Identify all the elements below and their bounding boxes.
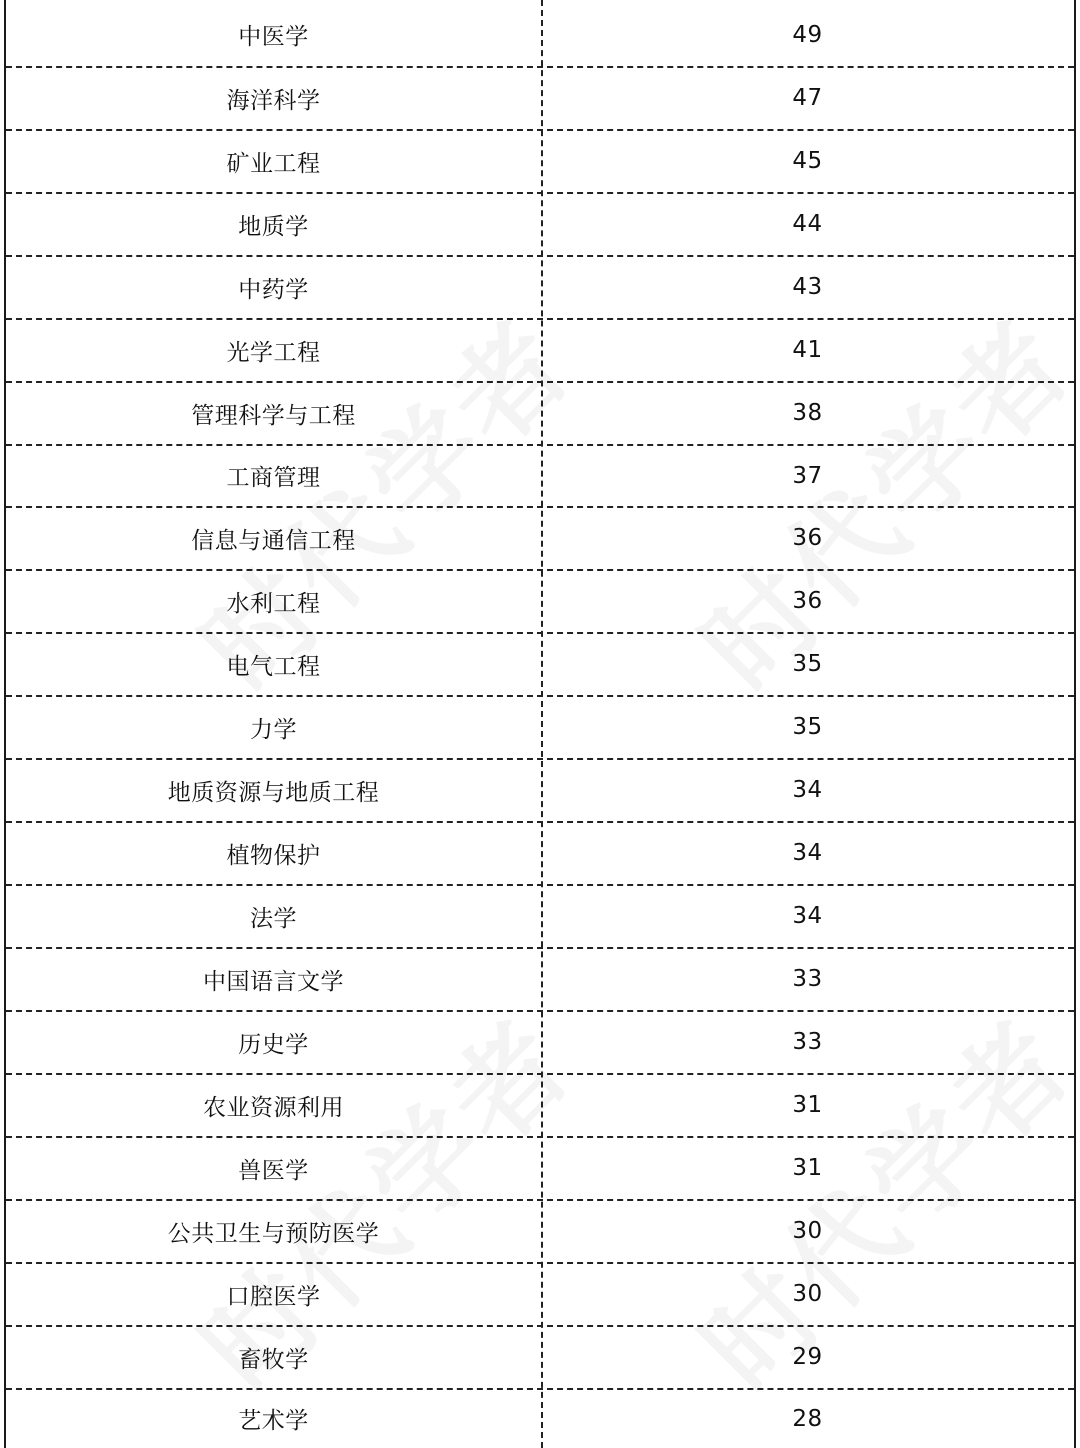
count-cell: 35 [792,714,823,740]
table-row [6,445,1074,506]
row-separator [6,632,1074,634]
row-separator [6,255,1074,257]
table-row [6,570,1074,632]
count-cell: 29 [792,1344,823,1370]
count-cell: 44 [792,211,823,237]
table-row [6,319,1074,381]
table-row [6,696,1074,758]
subject-cell: 法学 [250,905,297,932]
table-row [6,507,1074,569]
row-separator [6,884,1074,886]
table-row [6,130,1074,192]
table-row [6,67,1074,129]
table-row [6,1263,1074,1325]
count-cell: 38 [792,400,823,426]
subject-cell: 管理科学与工程 [191,402,356,429]
count-cell: 30 [792,1281,823,1307]
subject-cell: 水利工程 [226,590,321,617]
subject-cell: 工商管理 [226,465,321,491]
row-separator [6,821,1074,823]
count-cell: 33 [792,966,823,992]
count-cell: 34 [792,903,823,929]
count-cell: 49 [792,21,823,48]
subject-count-table [4,0,1076,1448]
subject-cell: 畜牧学 [238,1346,309,1373]
table-row [6,3,1074,66]
row-separator [6,947,1074,949]
subject-cell: 力学 [250,716,297,743]
subject-cell: 兽医学 [238,1157,309,1184]
row-separator [6,1262,1074,1264]
row-separator [6,66,1074,68]
table-row [6,885,1074,947]
table-row [6,822,1074,884]
row-separator [6,381,1074,383]
subject-cell: 历史学 [238,1031,309,1058]
count-cell: 35 [792,651,823,677]
row-separator [6,444,1074,446]
subject-cell: 艺术学 [238,1408,309,1434]
row-separator [6,1388,1074,1390]
table-row [6,382,1074,444]
table-row [6,1074,1074,1136]
row-separator [6,1325,1074,1327]
row-separator [6,569,1074,571]
subject-cell: 海洋科学 [226,87,321,114]
row-separator [6,758,1074,760]
count-cell: 47 [792,85,823,111]
count-cell: 45 [792,148,823,174]
subject-cell: 信息与通信工程 [191,527,356,554]
subject-cell: 口腔医学 [226,1283,321,1310]
row-separator [6,695,1074,697]
subject-cell: 矿业工程 [226,150,321,177]
row-separator [6,1010,1074,1012]
table-row [6,1389,1074,1448]
row-separator [6,1199,1074,1201]
count-cell: 31 [792,1092,823,1118]
table-row [6,1200,1074,1262]
row-separator [6,192,1074,194]
subject-cell: 中国语言文学 [203,968,344,995]
row-separator [6,1136,1074,1138]
table-row [6,633,1074,695]
subject-cell: 地质资源与地质工程 [167,779,380,806]
count-cell: 34 [792,777,823,803]
subject-cell: 农业资源利用 [203,1094,344,1121]
row-separator [6,318,1074,320]
count-cell: 31 [792,1155,823,1181]
subject-cell: 中医学 [238,24,309,50]
row-separator [6,506,1074,508]
subject-cell: 光学工程 [226,339,321,366]
subject-cell: 地质学 [238,213,309,240]
row-separator [6,129,1074,131]
row-separator [6,1073,1074,1075]
table-row [6,1137,1074,1199]
table-row [6,1326,1074,1388]
count-cell: 34 [792,840,823,866]
count-cell: 41 [792,337,823,363]
count-cell: 36 [792,588,823,614]
table-row [6,1011,1074,1073]
subject-cell: 中药学 [238,276,309,303]
table-row [6,193,1074,255]
count-cell: 37 [792,462,823,489]
count-cell: 30 [792,1218,823,1244]
table-row [6,948,1074,1010]
subject-cell: 公共卫生与预防医学 [167,1220,380,1247]
subject-cell: 电气工程 [226,653,321,680]
count-cell: 36 [792,525,823,551]
count-cell: 33 [792,1029,823,1055]
subject-cell: 植物保护 [226,842,321,869]
table-row [6,759,1074,821]
table-row [6,256,1074,318]
count-cell: 43 [792,274,823,300]
count-cell: 28 [792,1405,823,1432]
